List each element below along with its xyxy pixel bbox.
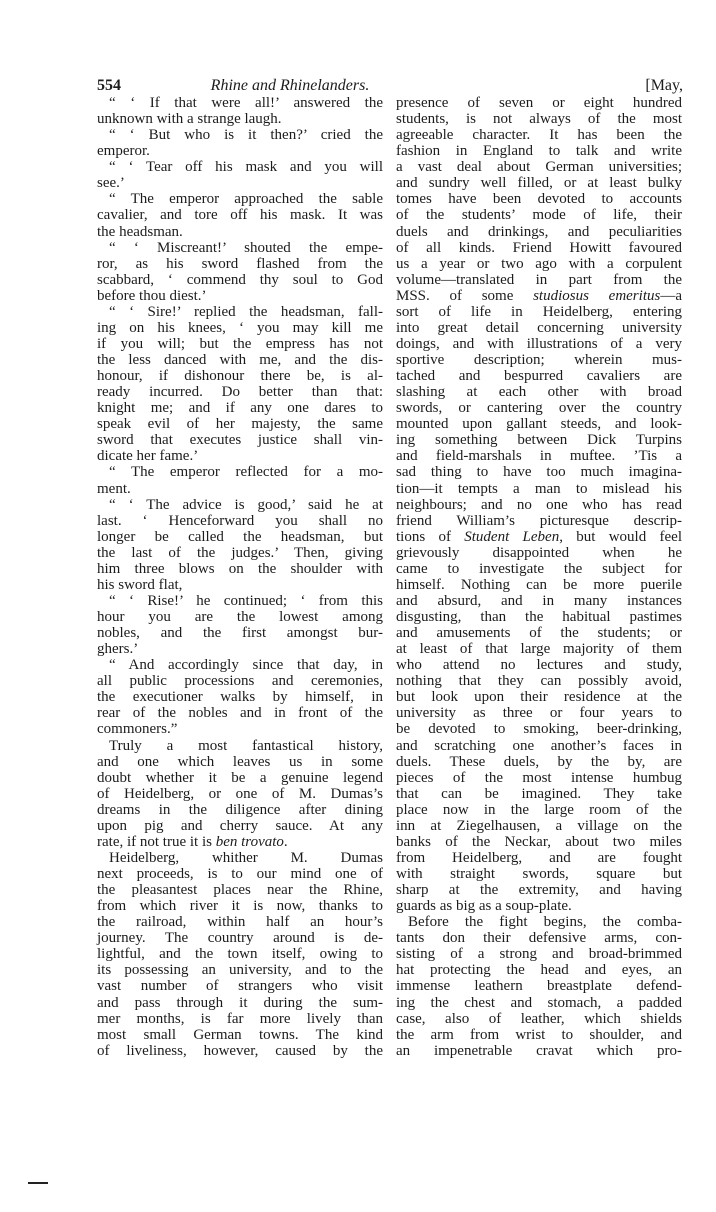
text-segment: longer be called the headsman, but xyxy=(97,528,383,545)
text-line xyxy=(396,738,682,754)
text-segment: presence of seven or eight hundred xyxy=(396,95,682,111)
text-segment: sort of life in Heidelberg, entering xyxy=(396,303,682,320)
text-line xyxy=(396,689,682,705)
text-line xyxy=(97,657,383,673)
text-line xyxy=(97,978,383,994)
text-line xyxy=(396,448,682,464)
text-line xyxy=(396,175,682,191)
text-segment: and absurd, and in many instances xyxy=(396,592,682,609)
text-line xyxy=(97,705,383,721)
text-segment: and scratching one another’s faces in xyxy=(396,737,682,754)
text-segment: MSS. of some xyxy=(396,287,534,304)
text-line xyxy=(97,930,383,946)
scan-edge-mark xyxy=(28,1182,48,1184)
text-line xyxy=(396,127,682,143)
text-line xyxy=(396,577,682,593)
text-line xyxy=(396,368,682,384)
text-segment: rear of the nobles and in front of the xyxy=(97,705,383,722)
text-line xyxy=(396,914,682,930)
text-segment: ready incurred. Do better than that: xyxy=(97,384,383,401)
text-segment: emperor. xyxy=(97,143,150,160)
text-segment: ing the chest and stomach, a padded xyxy=(396,994,682,1011)
text-segment: tants don their defensive arms, con- xyxy=(396,930,682,947)
text-line xyxy=(396,352,682,368)
text-segment: doings, and with illustrations of a very xyxy=(396,335,682,352)
text-segment: university as three or four years to xyxy=(396,705,682,722)
text-line xyxy=(396,513,682,529)
text-line xyxy=(97,336,383,352)
text-segment: before thou diest.’ xyxy=(97,287,207,304)
text-line xyxy=(396,320,682,336)
text-segment: mer months, is far more lively than xyxy=(97,1010,383,1027)
text-segment: journey. The country around is de- xyxy=(97,930,383,947)
text-segment: ing something between Dick Turpins xyxy=(396,432,682,449)
text-segment: swords, or cantering over the country xyxy=(396,400,682,417)
text-segment: inn at Ziegelhausen, a village on the xyxy=(396,817,682,834)
text-line xyxy=(97,240,383,256)
text-segment: mounted upon gallant steeds, and look- xyxy=(396,416,682,433)
text-line xyxy=(97,127,383,143)
text-segment: most small German towns. The kind xyxy=(97,1026,383,1043)
text-segment: the last of the judges.’ Then, giving xyxy=(97,544,383,561)
text-line xyxy=(97,191,383,207)
text-line xyxy=(396,207,682,223)
text-segment: doubt whether it be a genuine legend xyxy=(97,769,383,786)
text-line xyxy=(97,593,383,609)
text-line xyxy=(396,464,682,480)
text-segment: from which river it is now, thanks to xyxy=(97,898,383,915)
text-line xyxy=(97,673,383,689)
text-line xyxy=(396,336,682,352)
text-segment: who attend no lectures and study, xyxy=(396,657,682,674)
text-segment: him three blows on the shoulder with xyxy=(97,560,383,577)
text-segment: sportive description; wherein mus- xyxy=(396,352,682,368)
text-line xyxy=(396,304,682,320)
text-segment: tion—it tempts a man to mislead his xyxy=(396,480,682,497)
text-segment: a vast deal about German universities; xyxy=(396,159,682,176)
text-line xyxy=(396,802,682,818)
text-line xyxy=(396,272,682,288)
text-segment: and field-marshals in muftee. ’Tis a xyxy=(396,448,682,465)
page-number: 554 xyxy=(97,77,121,94)
text-segment: students, is not always of the most xyxy=(396,111,682,128)
text-line xyxy=(97,256,383,272)
text-segment: but look upon their residence at the xyxy=(396,689,682,706)
text-segment: “ ‘ Rise!’ he continued; ‘ from this xyxy=(109,592,383,609)
text-line xyxy=(97,111,383,127)
text-line xyxy=(396,224,682,240)
text-segment: at least of that large majority of them xyxy=(396,641,682,658)
text-line xyxy=(396,866,682,882)
text-line xyxy=(97,625,383,641)
text-segment: that can be imagined. They take xyxy=(396,785,682,802)
text-line xyxy=(396,995,682,1011)
text-segment: the headsman. xyxy=(97,223,183,240)
text-segment: tions of xyxy=(396,528,465,545)
text-line xyxy=(396,930,682,946)
text-line xyxy=(396,786,682,802)
text-segment: “ ‘ The advice is good,’ said he at xyxy=(109,496,383,513)
text-line xyxy=(97,866,383,882)
text-line xyxy=(396,657,682,673)
text-line xyxy=(97,304,383,320)
text-line xyxy=(396,705,682,721)
text-segment: tomes have been devoted to accounts xyxy=(396,191,682,208)
text-segment: duels and drinkings, and peculiarities xyxy=(396,223,682,240)
text-segment: nobles, and the first amongst bur- xyxy=(97,625,383,642)
text-line xyxy=(97,914,383,930)
text-segment: sharp at the extremity, and having xyxy=(396,882,682,899)
text-line xyxy=(396,850,682,866)
text-line xyxy=(97,786,383,802)
text-segment: duels. These duels, by the by, are xyxy=(396,753,682,770)
text-line xyxy=(396,834,682,850)
text-segment: sword that executes justice shall vin- xyxy=(97,432,383,449)
text-segment: , but would feel xyxy=(559,528,682,545)
text-line xyxy=(97,448,383,464)
text-segment: place now in the large room of the xyxy=(396,801,682,818)
text-line xyxy=(97,818,383,834)
text-line xyxy=(396,1011,682,1027)
text-line xyxy=(396,400,682,416)
text-segment: immense leathern breastplate defend- xyxy=(396,978,682,995)
text-line xyxy=(97,224,383,240)
text-segment: sad thing to have too much imagina- xyxy=(396,464,682,481)
text-line xyxy=(97,175,383,191)
text-segment: into great detail concerning university xyxy=(396,319,682,336)
text-line xyxy=(97,609,383,625)
text-segment: —a xyxy=(660,287,682,304)
text-segment: Before the fight begins, the comba- xyxy=(408,914,682,931)
text-line xyxy=(396,898,682,914)
text-segment: vast number of strangers who visit xyxy=(97,978,383,995)
text-line xyxy=(396,721,682,737)
text-line xyxy=(396,625,682,641)
text-line xyxy=(396,882,682,898)
text-line xyxy=(396,191,682,207)
italic-text: studiosus emeritus xyxy=(533,287,661,304)
text-segment: and sundry well filled, or at least bulky xyxy=(396,175,682,192)
text-line xyxy=(97,561,383,577)
text-segment: fashion in England to talk and write xyxy=(396,143,682,160)
text-segment: ment. xyxy=(97,480,131,497)
text-line xyxy=(396,609,682,625)
text-segment: and one which leaves us in some xyxy=(97,753,383,770)
text-line xyxy=(97,352,383,368)
text-line xyxy=(97,529,383,545)
italic-text: Student Leben xyxy=(464,528,560,545)
text-segment: “ ‘ Miscreant!’ shouted the empe- xyxy=(109,239,383,256)
text-line xyxy=(97,882,383,898)
text-segment: all public processions and ceremonies, xyxy=(97,673,383,690)
text-segment: friend William’s picturesque descrip- xyxy=(396,512,682,529)
text-segment: cavalier, and tore off his mask. It was xyxy=(97,207,383,224)
text-line xyxy=(396,111,682,127)
text-segment: scabbard, ‘ commend thy soul to God xyxy=(97,271,383,288)
text-segment: rate, if not true it is xyxy=(97,833,216,850)
text-segment: last. ‘ Henceforward you shall no xyxy=(97,512,383,529)
text-line xyxy=(97,481,383,497)
text-line xyxy=(396,416,682,432)
text-line xyxy=(396,384,682,400)
text-segment: agreeable character. It has been the xyxy=(396,127,682,144)
text-segment: unknown with a strange laugh. xyxy=(97,111,282,128)
text-line xyxy=(97,754,383,770)
text-line xyxy=(396,978,682,994)
text-segment: see.’ xyxy=(97,175,125,192)
left-column xyxy=(97,95,383,1059)
text-line xyxy=(396,288,682,304)
text-line xyxy=(97,272,383,288)
text-segment: and amusements of the students; or xyxy=(396,625,682,642)
text-segment: from Heidelberg, and are fought xyxy=(396,849,682,866)
text-line xyxy=(396,529,682,545)
text-segment: of liveliness, however, caused by the xyxy=(97,1042,383,1059)
text-segment: ghers.’ xyxy=(97,641,139,658)
text-segment: “ ‘ Tear off his mask and you will xyxy=(109,159,383,176)
text-line xyxy=(97,497,383,513)
text-segment: of the students’ mode of life, their xyxy=(396,207,682,224)
text-segment: himself. Nothing can be more puerile xyxy=(396,576,682,593)
text-segment: “ ‘ Sire!’ replied the headsman, fall- xyxy=(109,303,383,320)
text-line xyxy=(97,368,383,384)
text-line xyxy=(97,1011,383,1027)
text-segment: the railroad, within half an hour’s xyxy=(97,914,383,931)
text-line xyxy=(396,497,682,513)
running-title: Rhine and Rhinelanders. xyxy=(210,77,370,94)
text-line xyxy=(97,159,383,175)
text-segment: nothing that they can possibly avoid, xyxy=(396,673,682,690)
text-line xyxy=(396,1043,682,1059)
text-segment: dreams in the diligence after dining xyxy=(97,801,383,818)
text-line xyxy=(97,95,383,111)
text-line xyxy=(97,143,383,159)
text-segment: with straight swords, square but xyxy=(396,866,682,882)
text-line xyxy=(396,143,682,159)
text-segment: “ And accordingly since that day, in xyxy=(109,657,383,674)
text-line xyxy=(396,593,682,609)
text-line xyxy=(97,400,383,416)
text-line xyxy=(396,432,682,448)
text-segment: pieces of the most intense humbug xyxy=(396,769,682,786)
text-line xyxy=(396,641,682,657)
text-segment: tached and bespurred cavaliers are xyxy=(396,368,682,385)
text-line xyxy=(97,802,383,818)
text-line xyxy=(97,320,383,336)
text-line xyxy=(97,545,383,561)
text-segment: neighbours; and no one who has read xyxy=(396,496,682,513)
text-segment: volume—translated in part from the xyxy=(396,271,682,288)
text-segment: ror, as his sword flashed from the xyxy=(97,255,383,272)
text-line xyxy=(97,288,383,304)
text-line xyxy=(97,738,383,754)
text-segment: if you will; but the empress has not xyxy=(97,335,383,352)
text-segment: sisting of a strong and broad-brimmed xyxy=(396,946,682,963)
text-segment: an impenetrable cravat which pro- xyxy=(396,1042,682,1059)
text-segment: its possessing an university, and to the xyxy=(97,962,383,979)
text-line xyxy=(97,721,383,737)
text-line xyxy=(396,95,682,111)
text-segment: came to investigate the subject for xyxy=(396,560,682,577)
text-segment: be devoted to smoking, beer-drinking, xyxy=(396,721,682,738)
text-line xyxy=(396,946,682,962)
text-line xyxy=(97,946,383,962)
text-line xyxy=(97,995,383,1011)
text-line xyxy=(97,689,383,705)
text-segment: . xyxy=(283,833,288,850)
text-line xyxy=(97,432,383,448)
text-line xyxy=(97,962,383,978)
text-segment: and pass through it during the sum- xyxy=(97,994,383,1011)
text-line xyxy=(396,240,682,256)
text-line xyxy=(97,1043,383,1059)
text-segment: honour, if dishonour there be, is al- xyxy=(97,368,383,385)
text-segment: Heidelberg, whither M. Dumas xyxy=(109,849,383,866)
text-segment: us a year or two ago with a corpulent xyxy=(396,255,682,272)
text-line xyxy=(97,416,383,432)
text-segment: knight me; and if any one dares to xyxy=(97,400,383,417)
text-segment: the pleasantest places near the Rhine, xyxy=(97,882,383,899)
text-segment: disgusting, than the habitual pastimes xyxy=(396,609,682,625)
text-line xyxy=(97,1027,383,1043)
text-segment: of all kinds. Friend Howitt favoured xyxy=(396,239,682,256)
text-segment: guards as big as a soup-plate. xyxy=(396,898,572,915)
text-line xyxy=(97,834,383,850)
text-line xyxy=(97,850,383,866)
text-segment: speak evil of her majesty, the same xyxy=(97,416,383,433)
text-line xyxy=(97,513,383,529)
text-segment: commoners.” xyxy=(97,721,178,738)
italic-text: ben trovato xyxy=(215,833,284,850)
right-column xyxy=(396,95,682,1059)
text-segment: of Heidelberg, or one of M. Dumas’s xyxy=(97,785,383,802)
text-segment: his sword flat, xyxy=(97,576,183,593)
text-segment: next proceeds, is to our mind one of xyxy=(97,866,383,882)
text-line xyxy=(396,561,682,577)
issue-date: [May, xyxy=(645,77,683,94)
text-segment: “ ‘ If that were all!’ answered the xyxy=(109,95,383,111)
text-segment: Truly a most fantastical history, xyxy=(109,737,383,754)
text-segment: banks of the Neckar, about two miles xyxy=(396,833,682,850)
text-line xyxy=(396,754,682,770)
text-segment: “ The emperor reflected for a mo- xyxy=(109,464,383,481)
text-segment: case, also of leather, which shields xyxy=(396,1010,682,1027)
text-line xyxy=(396,545,682,561)
text-line xyxy=(396,481,682,497)
text-line xyxy=(97,464,383,480)
text-segment: the executioner walks by himself, in xyxy=(97,689,383,706)
text-segment: lightful, and the town itself, owing to xyxy=(97,946,383,963)
text-line xyxy=(396,1027,682,1043)
text-line xyxy=(97,577,383,593)
text-line xyxy=(396,770,682,786)
text-segment: ing on his knees, ‘ you may kill me xyxy=(97,319,383,336)
text-segment: hat protecting the head and eyes, an xyxy=(396,962,682,979)
text-segment: upon pig and cherry sauce. At any xyxy=(97,817,383,834)
text-segment: grievously disappointed when he xyxy=(396,544,682,561)
text-segment: slashing at each other with broad xyxy=(396,384,682,401)
text-line xyxy=(396,673,682,689)
text-segment: the arm from wrist to shoulder, and xyxy=(396,1026,682,1043)
text-segment: hour you are the lowest among xyxy=(97,609,383,625)
text-line xyxy=(97,384,383,400)
text-segment: “ The emperor approached the sable xyxy=(109,191,383,208)
text-line xyxy=(396,256,682,272)
text-line xyxy=(396,962,682,978)
text-line xyxy=(97,770,383,786)
text-line xyxy=(97,207,383,223)
text-line xyxy=(97,641,383,657)
text-line xyxy=(97,898,383,914)
text-segment: “ ‘ But who is it then?’ cried the xyxy=(109,127,383,144)
text-segment: dicate her fame.’ xyxy=(97,448,199,465)
text-line xyxy=(396,159,682,175)
text-segment: the less danced with me, and the dis- xyxy=(97,352,383,368)
text-line xyxy=(396,818,682,834)
